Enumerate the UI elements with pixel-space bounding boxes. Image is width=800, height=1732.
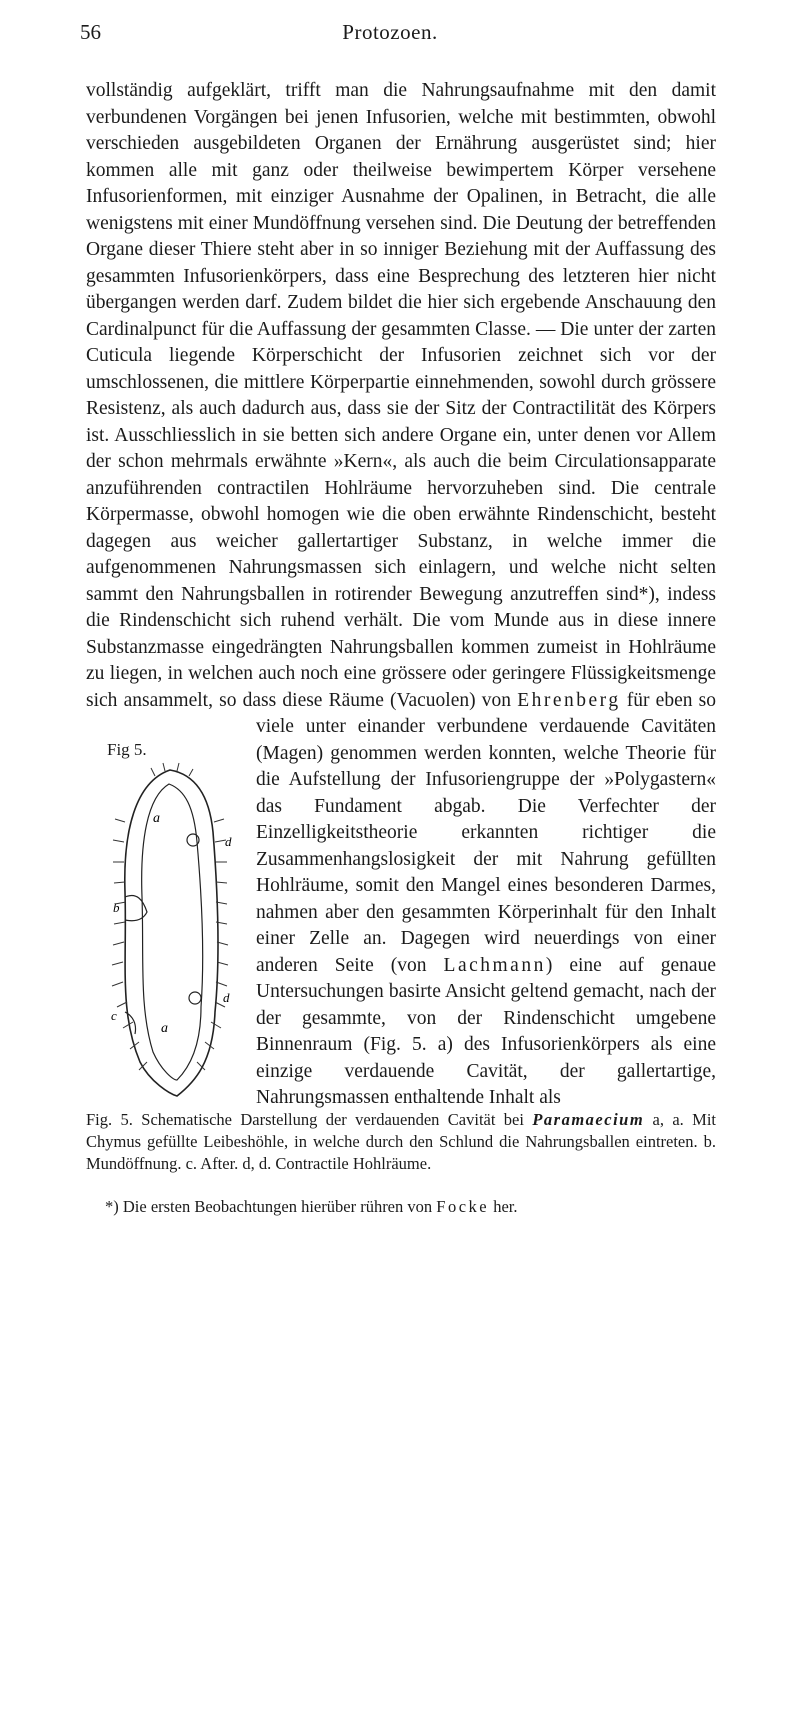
footnote bbox=[105, 1196, 715, 1218]
paragraph-text: ) eine auf genaue Untersuchungen basirte Ansicht geltend gemacht, nach der der gesammte, von der Rindenschicht umgebene Binnenraum (Fig. 5. a) des Infusorienkörpers als eine einzige verdauende Cavität, der gallertartige, Nahrungsmassen enthaltende Inhalt als bbox=[256, 954, 716, 1108]
page-header bbox=[80, 20, 700, 50]
figure-5 bbox=[95, 740, 245, 1100]
footnote-text: *) Die ersten Beobachtungen hierüber rühren von bbox=[105, 1197, 433, 1216]
caption-text: a, a. Mit Chymus gefüllte Leibeshöhle, in welche durch den Schlund die Nahrungsballen eintreten. b. Mundöffnung. c. After. d, d. Contractile Hohlräume. bbox=[86, 1110, 717, 1173]
figure-caption bbox=[86, 1109, 716, 1175]
label-d: d bbox=[225, 834, 232, 849]
page-number: 56 bbox=[80, 20, 101, 44]
label-d: d bbox=[223, 990, 230, 1005]
author-name: Ehrenberg bbox=[517, 689, 621, 711]
caption-genus: Paramaecium bbox=[532, 1110, 645, 1129]
caption-text: Schematische Darstellung der verdauenden Cavität bei bbox=[141, 1110, 524, 1129]
contractile-vacuole bbox=[189, 992, 201, 1004]
paragraph-text: vollständig aufgeklärt, trifft man die Nahrungsaufnahme mit den damit verbundenen Vorgängen bei jenen Infusorien, welche mit bestimmten, obwohl verschieden ausgebildeten Organen der Ernährung ausgerüstet sind; hier kommen alle mit ganz oder theilweise bewimpertem Körper versehene Infusorienformen, mit einziger Ausnahme der Opalinen, in Betracht, die alle wenigstens mit einer Mundöffnung versehen sind. Die Deutung der betreffenden Organe dieser Thiere steht aber in so inniger Beziehung mit der Auffassung des gesammten Infusorienkörpers, dass eine Besprechung des letzteren hier nicht übergangen werden darf. Zudem bildet die hier sich ergebende Anschauung den Cardinalpunct für die Auffassung der gesammten Classe. — Die unter der zarten Cuticula liegende Körperschicht der Infusorien zeichnet sich vor der umschlossenen, die mittlere Körperpartie einnehmenden, sowohl durch grössere Resistenz, als auch dadurch aus, dass sie der Sitz der Contractilität des Körpers ist. Ausschliesslich in sie betten sich andere Organe ein, unter denen vor Allem der schon mehrmals erwähnte »Kern«, als auch die beim Circulationsapparate anzuführenden contractilen Hohlräume hervorzuheben sind. Die centrale Körpermasse, obwohl homogen wie die oben erwähnte Rindenschicht, besteht dagegen aus weicher gallertartiger Substanz, in welche immer die aufgenommenen Nahrungsmassen sich einlagern, und welche nicht selten sammt den Nahrungsballen in rotirender Bewegung anzutreffen sind*), indess die Rindenschicht sich ruhend verhält. Die vom Munde aus in diese innere Substanzmasse eingedrängten Nahrungsballen kommen zumeist in Hohlräume zu liegen, in welchen auch noch eine grössere oder geringere Flüssigkeitsmenge sich ansammelt, so dass diese Räume (Vacuolen) von bbox=[86, 80, 716, 711]
caption-lead: Fig. 5. bbox=[86, 1110, 133, 1129]
label-a: a bbox=[161, 1021, 168, 1036]
figure-label: Fig 5. bbox=[107, 740, 147, 759]
label-a: a bbox=[153, 811, 160, 826]
running-title: Protozoen. bbox=[342, 20, 438, 44]
footnote-end: her. bbox=[493, 1197, 518, 1216]
inner-cavity bbox=[142, 784, 203, 1080]
paramaecium-diagram bbox=[95, 762, 245, 1102]
mouth-opening bbox=[125, 895, 147, 920]
label-b: b bbox=[113, 900, 120, 915]
paragraph-text: für eben so viele unter einander verbundene verdauende Cavitäten (Magen) genommen werden konnten, welche Theorie für die Aufstellung der Infusoriengruppe der »Polygastern« das Fundament abgab. Die Verfechter der Einzelligkeitstheorie erkannten richtiger die Zusammenhangslosigkeit der mit Nahrung gefüllten Hohlräume, somit den Mangel eines besonderen Darmes, nahmen aber den gesammten Körperinhalt für den Inhalt einer Zelle an. Dagegen wird neuerdings von einer anderen Seite (von bbox=[256, 689, 717, 976]
body-outline bbox=[125, 770, 218, 1096]
footnote-author: Focke bbox=[436, 1197, 490, 1216]
label-c: c bbox=[111, 1008, 117, 1023]
author-name: Lachmann bbox=[443, 954, 546, 976]
